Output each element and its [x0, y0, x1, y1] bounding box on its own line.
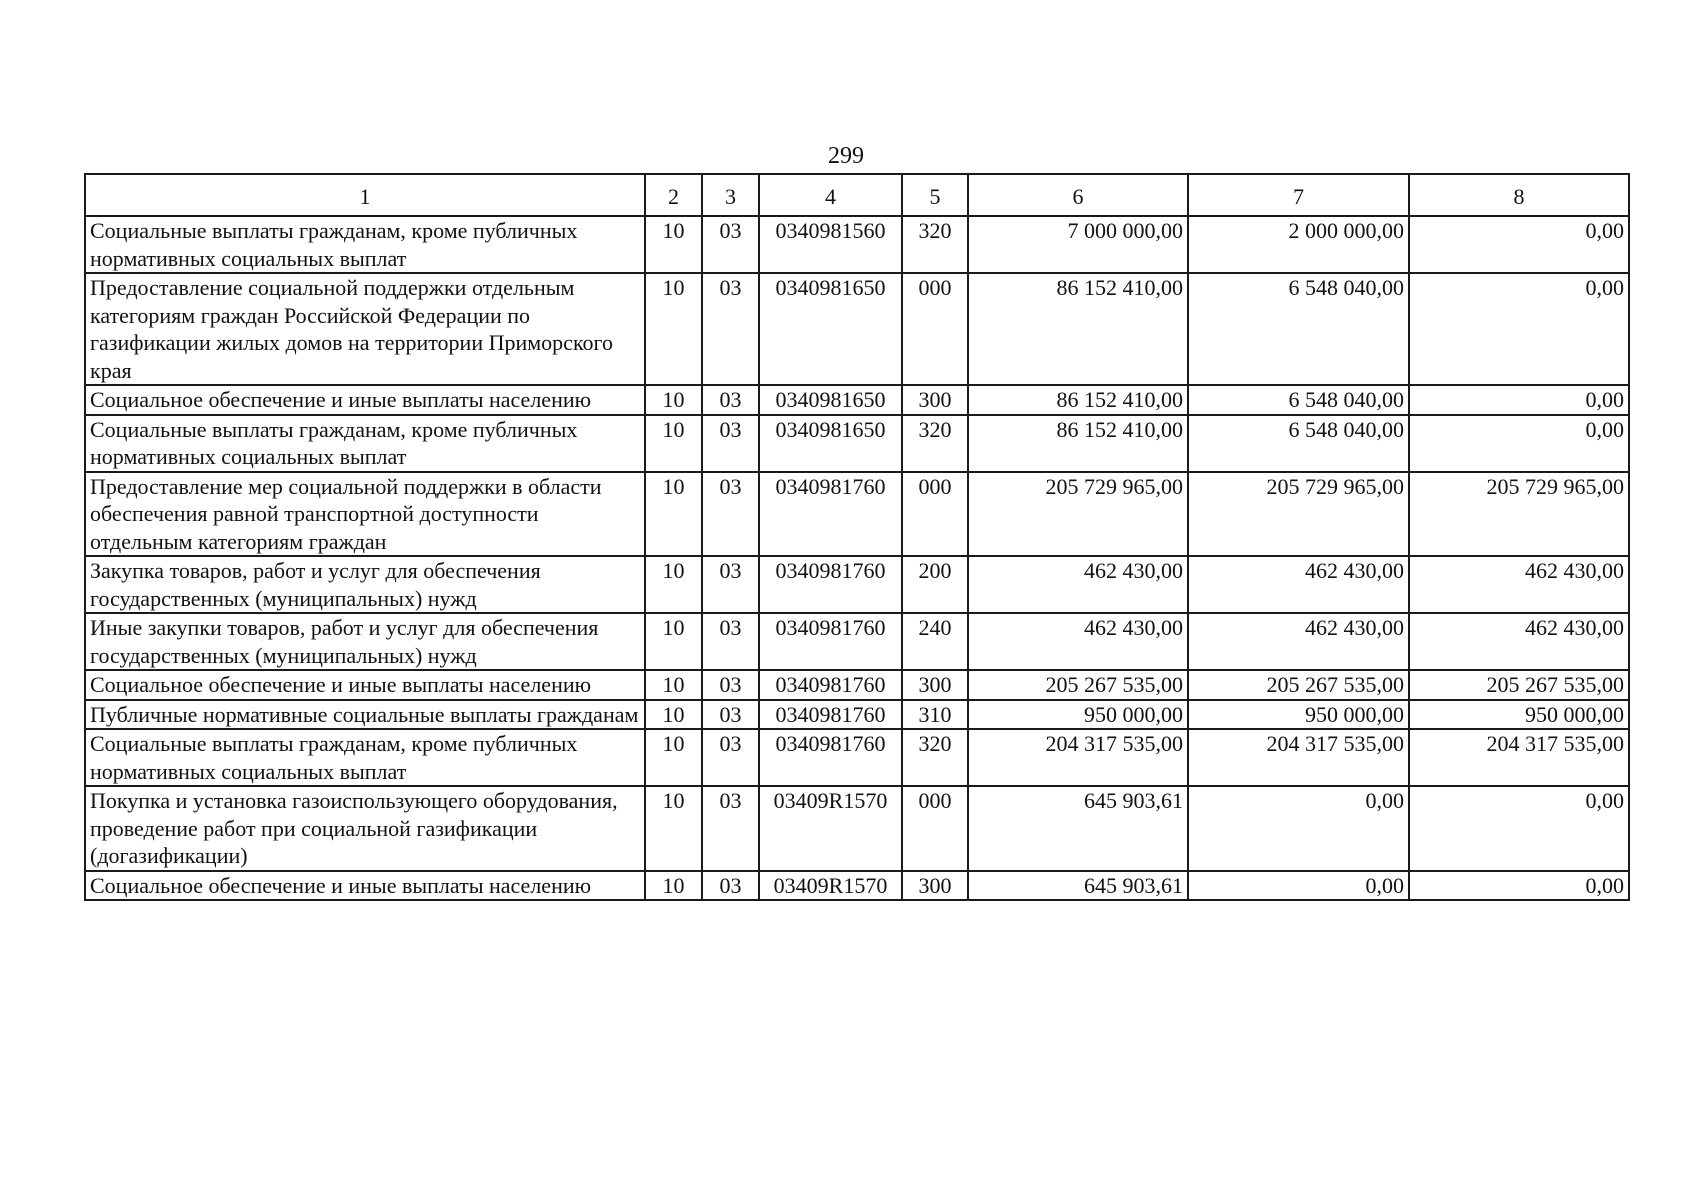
row-amount-col8: 204 317 535,00	[1409, 729, 1629, 786]
table-row	[85, 871, 1629, 901]
row-target-code: 0340981650	[759, 273, 902, 385]
row-amount-col6: 205 267 535,00	[968, 670, 1188, 700]
row-section: 10	[645, 700, 702, 730]
table-row	[85, 670, 1629, 700]
row-amount-col8: 205 729 965,00	[1409, 472, 1629, 557]
row-amount-col6: 462 430,00	[968, 556, 1188, 613]
table-body	[85, 216, 1629, 900]
row-amount-col6: 86 152 410,00	[968, 385, 1188, 415]
row-subsection: 03	[702, 415, 759, 472]
row-amount-col7: 205 267 535,00	[1188, 670, 1409, 700]
header-col-3: 3	[702, 174, 759, 216]
table-row	[85, 786, 1629, 871]
row-expense-type: 240	[902, 613, 968, 670]
row-expense-type: 200	[902, 556, 968, 613]
row-name: Социальные выплаты гражданам, кроме публичных нормативных социальных выплат	[85, 729, 645, 786]
row-subsection: 03	[702, 700, 759, 730]
row-amount-col6: 205 729 965,00	[968, 472, 1188, 557]
table-row	[85, 415, 1629, 472]
row-subsection: 03	[702, 216, 759, 273]
row-target-code: 0340981650	[759, 415, 902, 472]
row-amount-col8: 0,00	[1409, 786, 1629, 871]
row-section: 10	[645, 670, 702, 700]
row-name: Социальные выплаты гражданам, кроме публичных нормативных социальных выплат	[85, 216, 645, 273]
row-name: Предоставление социальной поддержки отдельным категориям граждан Российской Федерации по газификации жилых домов на территории Приморского края	[85, 273, 645, 385]
row-amount-col6: 950 000,00	[968, 700, 1188, 730]
row-target-code: 0340981760	[759, 613, 902, 670]
row-subsection: 03	[702, 670, 759, 700]
row-amount-col6: 204 317 535,00	[968, 729, 1188, 786]
row-name: Социальное обеспечение и иные выплаты населению	[85, 385, 645, 415]
row-amount-col6: 645 903,61	[968, 786, 1188, 871]
row-section: 10	[645, 385, 702, 415]
row-name: Покупка и установка газоиспользующего оборудования, проведение работ при социальной газификации (догазификации)	[85, 786, 645, 871]
row-amount-col7: 0,00	[1188, 786, 1409, 871]
row-subsection: 03	[702, 273, 759, 385]
row-amount-col8: 0,00	[1409, 385, 1629, 415]
row-amount-col6: 645 903,61	[968, 871, 1188, 901]
row-section: 10	[645, 216, 702, 273]
budget-table	[84, 173, 1630, 901]
row-target-code: 0340981760	[759, 472, 902, 557]
row-target-code: 0340981760	[759, 700, 902, 730]
row-expense-type: 300	[902, 670, 968, 700]
row-section: 10	[645, 415, 702, 472]
row-amount-col8: 462 430,00	[1409, 613, 1629, 670]
header-col-1: 1	[85, 174, 645, 216]
row-section: 10	[645, 729, 702, 786]
table-row	[85, 472, 1629, 557]
row-amount-col6: 7 000 000,00	[968, 216, 1188, 273]
row-section: 10	[645, 613, 702, 670]
header-col-8: 8	[1409, 174, 1629, 216]
row-expense-type: 320	[902, 415, 968, 472]
row-amount-col7: 950 000,00	[1188, 700, 1409, 730]
row-name: Иные закупки товаров, работ и услуг для обеспечения государственных (муниципальных) нужд	[85, 613, 645, 670]
row-subsection: 03	[702, 729, 759, 786]
row-expense-type: 300	[902, 871, 968, 901]
row-amount-col7: 2 000 000,00	[1188, 216, 1409, 273]
row-subsection: 03	[702, 472, 759, 557]
row-subsection: 03	[702, 613, 759, 670]
row-amount-col6: 462 430,00	[968, 613, 1188, 670]
row-amount-col7: 6 548 040,00	[1188, 273, 1409, 385]
row-expense-type: 000	[902, 786, 968, 871]
row-target-code: 0340981760	[759, 729, 902, 786]
row-amount-col7: 0,00	[1188, 871, 1409, 901]
row-target-code: 03409R1570	[759, 786, 902, 871]
row-amount-col7: 205 729 965,00	[1188, 472, 1409, 557]
table-row	[85, 613, 1629, 670]
header-row	[85, 174, 1629, 216]
row-amount-col8: 0,00	[1409, 273, 1629, 385]
row-amount-col7: 6 548 040,00	[1188, 385, 1409, 415]
row-amount-col8: 205 267 535,00	[1409, 670, 1629, 700]
row-amount-col7: 204 317 535,00	[1188, 729, 1409, 786]
table-header	[85, 174, 1629, 216]
row-subsection: 03	[702, 871, 759, 901]
row-amount-col7: 6 548 040,00	[1188, 415, 1409, 472]
row-section: 10	[645, 786, 702, 871]
row-name: Социальное обеспечение и иные выплаты населению	[85, 670, 645, 700]
row-name: Публичные нормативные социальные выплаты гражданам	[85, 700, 645, 730]
table-row	[85, 556, 1629, 613]
row-section: 10	[645, 273, 702, 385]
row-expense-type: 310	[902, 700, 968, 730]
row-name: Социальное обеспечение и иные выплаты населению	[85, 871, 645, 901]
page-number-text: 299	[828, 143, 864, 169]
table-row	[85, 216, 1629, 273]
row-name: Закупка товаров, работ и услуг для обеспечения государственных (муниципальных) нужд	[85, 556, 645, 613]
header-col-2: 2	[645, 174, 702, 216]
row-expense-type: 000	[902, 472, 968, 557]
row-target-code: 0340981760	[759, 670, 902, 700]
row-expense-type: 300	[902, 385, 968, 415]
row-name: Предоставление мер социальной поддержки в области обеспечения равной транспортной доступности отдельным категориям граждан	[85, 472, 645, 557]
header-col-6: 6	[968, 174, 1188, 216]
page-number	[0, 142, 1692, 170]
header-col-7: 7	[1188, 174, 1409, 216]
row-expense-type: 320	[902, 216, 968, 273]
row-amount-col6: 86 152 410,00	[968, 415, 1188, 472]
row-amount-col7: 462 430,00	[1188, 556, 1409, 613]
header-col-4: 4	[759, 174, 902, 216]
row-amount-col8: 0,00	[1409, 415, 1629, 472]
row-amount-col6: 86 152 410,00	[968, 273, 1188, 385]
row-amount-col7: 462 430,00	[1188, 613, 1409, 670]
row-target-code: 0340981760	[759, 556, 902, 613]
row-subsection: 03	[702, 786, 759, 871]
row-expense-type: 000	[902, 273, 968, 385]
row-target-code: 0340981560	[759, 216, 902, 273]
row-amount-col8: 0,00	[1409, 216, 1629, 273]
header-col-5: 5	[902, 174, 968, 216]
table-row	[85, 385, 1629, 415]
row-expense-type: 320	[902, 729, 968, 786]
row-section: 10	[645, 871, 702, 901]
row-subsection: 03	[702, 385, 759, 415]
row-amount-col8: 950 000,00	[1409, 700, 1629, 730]
row-subsection: 03	[702, 556, 759, 613]
row-name: Социальные выплаты гражданам, кроме публичных нормативных социальных выплат	[85, 415, 645, 472]
row-target-code: 0340981650	[759, 385, 902, 415]
table-row	[85, 273, 1629, 385]
row-section: 10	[645, 556, 702, 613]
table-row	[85, 729, 1629, 786]
row-section: 10	[645, 472, 702, 557]
row-amount-col8: 0,00	[1409, 871, 1629, 901]
row-amount-col8: 462 430,00	[1409, 556, 1629, 613]
table-row	[85, 700, 1629, 730]
row-target-code: 03409R1570	[759, 871, 902, 901]
